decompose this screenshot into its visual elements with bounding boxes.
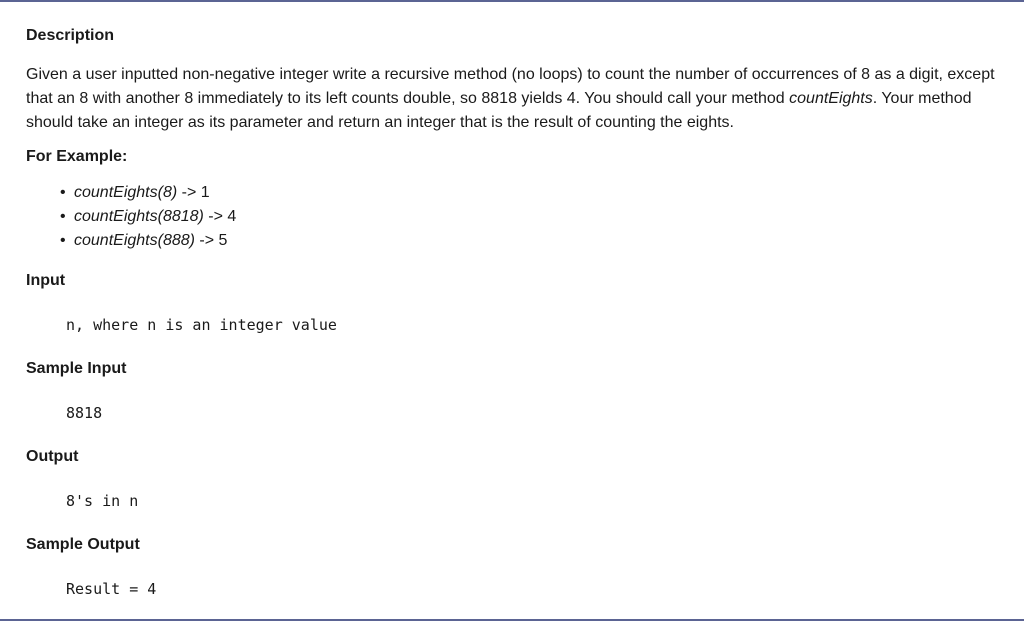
example-item [60, 229, 1006, 253]
example-call: countEights(888) [74, 232, 195, 249]
description-text-part2: . Your method should take an integer as its parameter and return an integer that is the result of counting the eights. [26, 90, 972, 131]
example-item [60, 181, 1006, 205]
example-call: countEights(8) [74, 184, 178, 201]
input-format: n, where n is an integer value [66, 316, 337, 334]
description-paragraph [26, 63, 1006, 135]
output-heading: Output [26, 448, 79, 465]
top-border [0, 0, 1024, 2]
output-format: 8's in n [66, 492, 139, 510]
sample-input-heading: Sample Input [26, 360, 127, 377]
example-result: -> 1 [177, 184, 210, 201]
description-heading: Description [26, 27, 115, 44]
example-call: countEights(8818) [74, 208, 204, 225]
sample-input-value: 8818 [66, 404, 103, 422]
example-result: -> 4 [203, 208, 237, 225]
input-heading: Input [26, 272, 66, 289]
bullet-icon: • [60, 232, 66, 249]
examples-list [26, 181, 1006, 253]
method-name: countEights [789, 90, 873, 107]
example-result: -> 5 [194, 232, 228, 249]
problem-statement [26, 26, 1006, 599]
bullet-icon: • [60, 184, 66, 201]
bullet-icon: • [60, 208, 66, 225]
sample-output-heading: Sample Output [26, 536, 140, 553]
sample-output-value: Result = 4 [66, 580, 157, 598]
description-text-part1: Given a user inputted non-negative integer write a recursive method (no loops) to count the number of occurrences of 8 as a digit, except that an 8 with another 8 immediately to its left counts double, so 8818 yields 4. You should call your method [26, 66, 995, 107]
examples-heading: For Example: [26, 148, 128, 165]
example-item [60, 205, 1006, 229]
